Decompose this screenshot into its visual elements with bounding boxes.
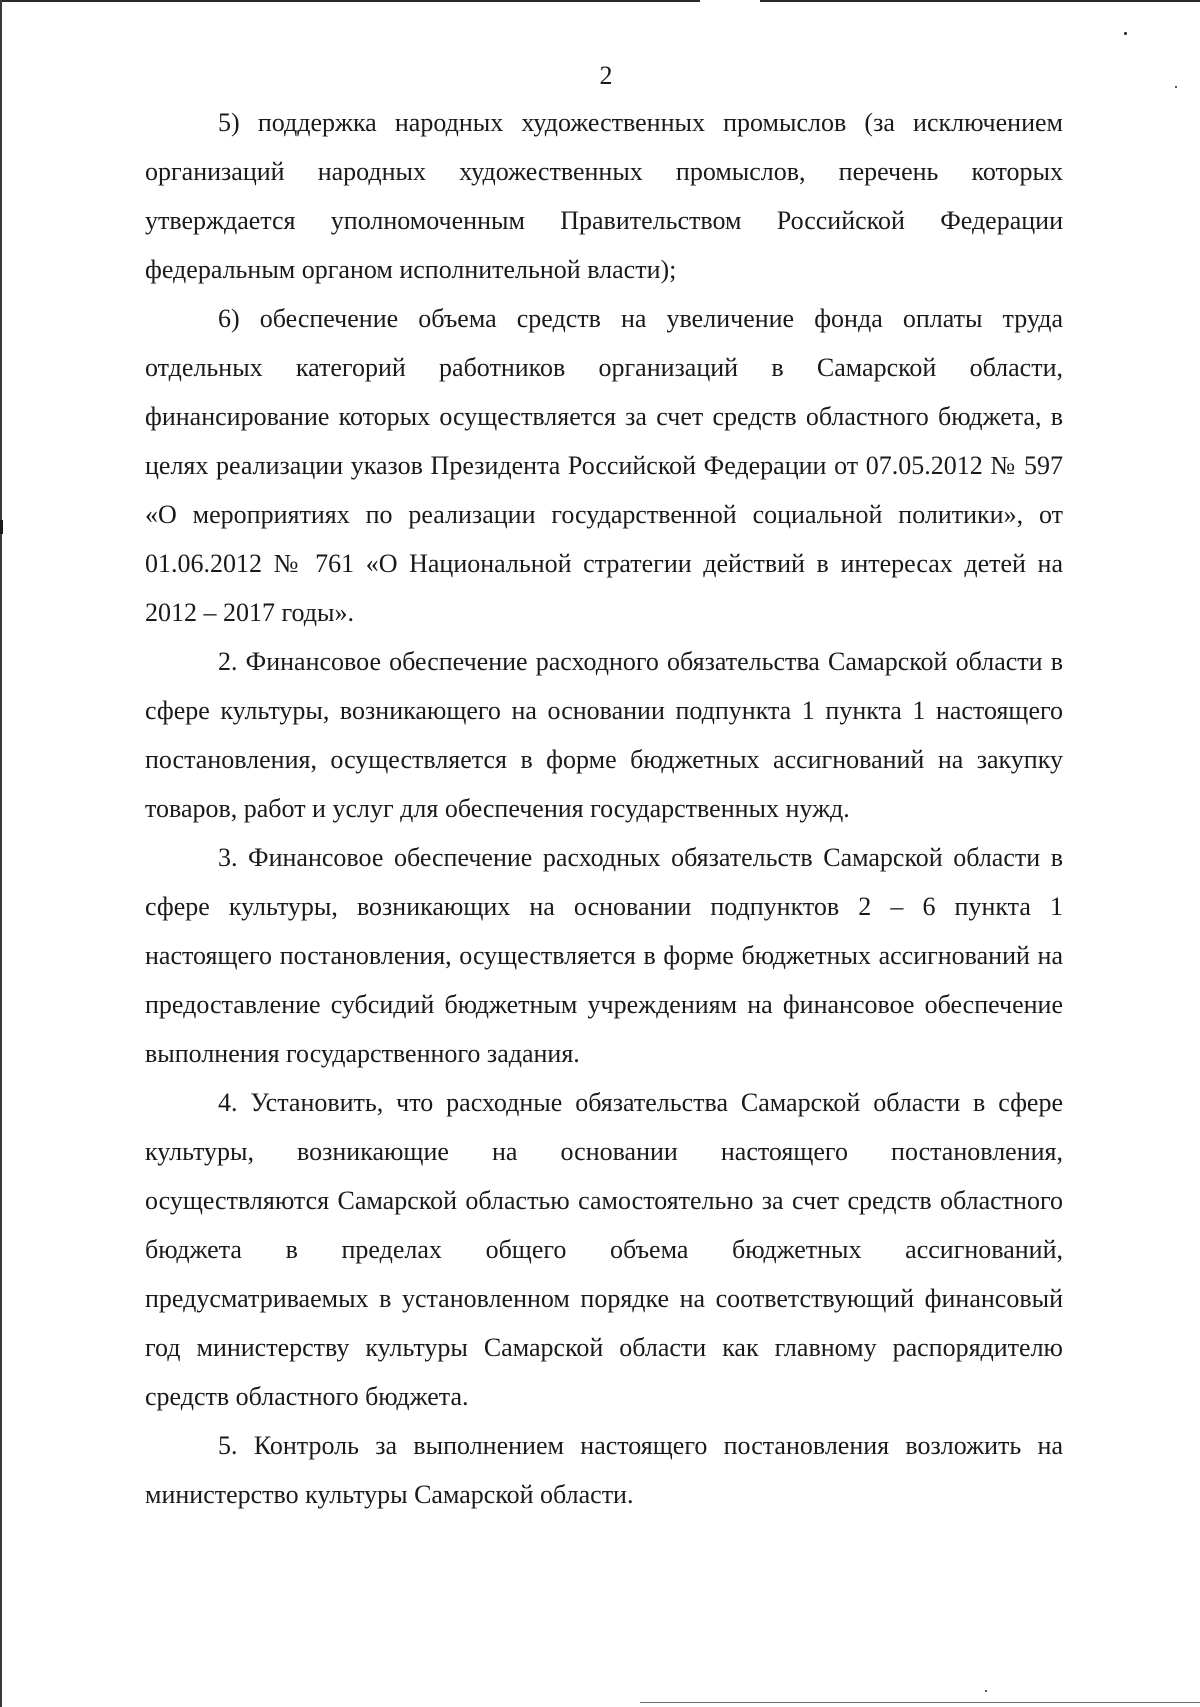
paragraph-subitem-5: 5) поддержка народных художественных промыслов (за исключением организаций народных художественных промыслов, перечень которых утверждается уполномоченным Правительством Российской Федерации федеральным органом исполнительной власти); [145,108,1063,284]
paragraph-item-4: 4. Установить, что расходные обязательства Самарской области в сфере культуры, возникающие на основании настоящего постановления, осуществляются Самарской областью самостоятельно за счет средств областного бюджета в пределах общего объема бюджетных ассигнований, предусматриваемых в установленном порядке на соответствующий финансовый год министерству культуры Самарской области как главному распорядителю средств областного бюджета. [145,1088,1063,1411]
scan-speck [1124,32,1127,35]
paragraph-item-2: 2. Финансовое обеспечение расходного обязательства Самарской области в сфере культуры, возникающего на основании подпункта 1 пункта 1 настоящего постановления, осуществляется в форме бюджетных ассигнований на закупку товаров, работ и услуг для обеспечения государственных нужд. [145,647,1063,823]
page-number: 2 [599,61,613,90]
scan-left-border [0,0,2,1707]
paragraph-item-3: 3. Финансовое обеспечение расходных обязательств Самарской области в сфере культуры, возникающих на основании подпунктов 2 – 6 пункта 1 настоящего постановления, осуществляется в форме бюджетных ассигнований на предоставление субсидий бюджетным учреждениям на финансовое обеспечение выполнения государственного задания. [145,843,1063,1068]
document-body [145,98,1063,1519]
scan-left-mark [0,520,3,534]
scan-top-border [0,0,1200,2]
scan-speck [985,1690,987,1692]
paragraph-subitem-6: 6) обеспечение объема средств на увеличение фонда оплаты труда отдельных категорий работников организаций в Самарской области, финансирование которых осуществляется за счет средств областного бюджета, в целях реализации указов Президента Российской Федерации от 07.05.2012 № 597 «О мероприятиях по реализации государственной социальной политики», от 01.06.2012 № 761 «О Национальной стратегии действий в интересах детей на 2012 – 2017 годы». [145,304,1063,627]
scan-bottom-border [640,1702,1200,1703]
scan-top-border-gap [700,0,760,3]
paragraph-item-5: 5. Контроль за выполнением настоящего постановления возложить на министерство культуры Самарской области. [145,1431,1063,1509]
